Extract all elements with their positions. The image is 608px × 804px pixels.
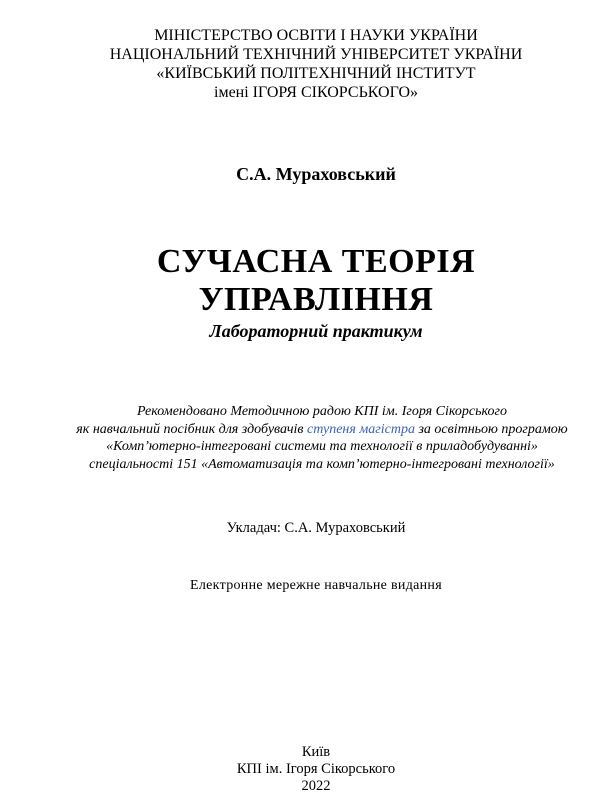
- compiler-line: Укладач: С.А. Мураховський: [226, 520, 406, 536]
- book-title: [12, 243, 608, 343]
- imprint-footer: [12, 744, 608, 795]
- degree-highlight: ступеня магістра: [307, 421, 415, 437]
- subtitle: Лабораторний практикум: [209, 321, 423, 341]
- recommendation-line-4: спеціальності 151 «Автоматизація та комп’ютерно-інтегровані технології»: [89, 456, 555, 472]
- recommendation-block: [18, 403, 608, 473]
- recommendation-line-1: Рекомендовано Методичною радою КПІ ім. Ігоря Сікорського: [137, 404, 507, 419]
- title-line-2: УПРАВЛІННЯ: [198, 281, 434, 318]
- publisher: КПІ ім. Ігоря Сікорського: [236, 761, 396, 777]
- institution-header: [12, 26, 608, 102]
- city: Київ: [301, 744, 331, 760]
- recommendation-line-3: «Комп’ютерно-інтегровані системи та технології в приладобудуванні»: [106, 439, 538, 454]
- institute-name-line: імені ІГОРЯ СІКОРСЬКОГО»: [214, 84, 418, 101]
- institute-line: «КИЇВСЬКИЙ ПОЛІТЕХНІЧНИЙ ІНСТИТУТ: [156, 65, 476, 82]
- ministry-line: МІНІСТЕРСТВО ОСВІТИ І НАУКИ УКРАЇНИ: [154, 27, 478, 44]
- edition-block: [12, 577, 608, 595]
- year: 2022: [301, 778, 331, 794]
- recommendation-line-2-end: за освітньою програмою: [414, 421, 568, 437]
- edition-line: Електронне мережне навчальне видання: [190, 578, 442, 593]
- university-line: НАЦІОНАЛЬНИЙ ТЕХНІЧНИЙ УНІВЕРСИТЕТ УКРАЇНИ: [109, 46, 523, 63]
- compiler-block: [12, 519, 608, 537]
- title-line-1: СУЧАСНА ТЕОРІЯ: [156, 243, 476, 280]
- recommendation-line-2-start: як навчальний посібник для здобувачів: [76, 421, 307, 437]
- recommendation-line-2: [18, 421, 608, 439]
- author-block: [12, 163, 608, 185]
- author-name: С.А. Мураховський: [236, 164, 396, 184]
